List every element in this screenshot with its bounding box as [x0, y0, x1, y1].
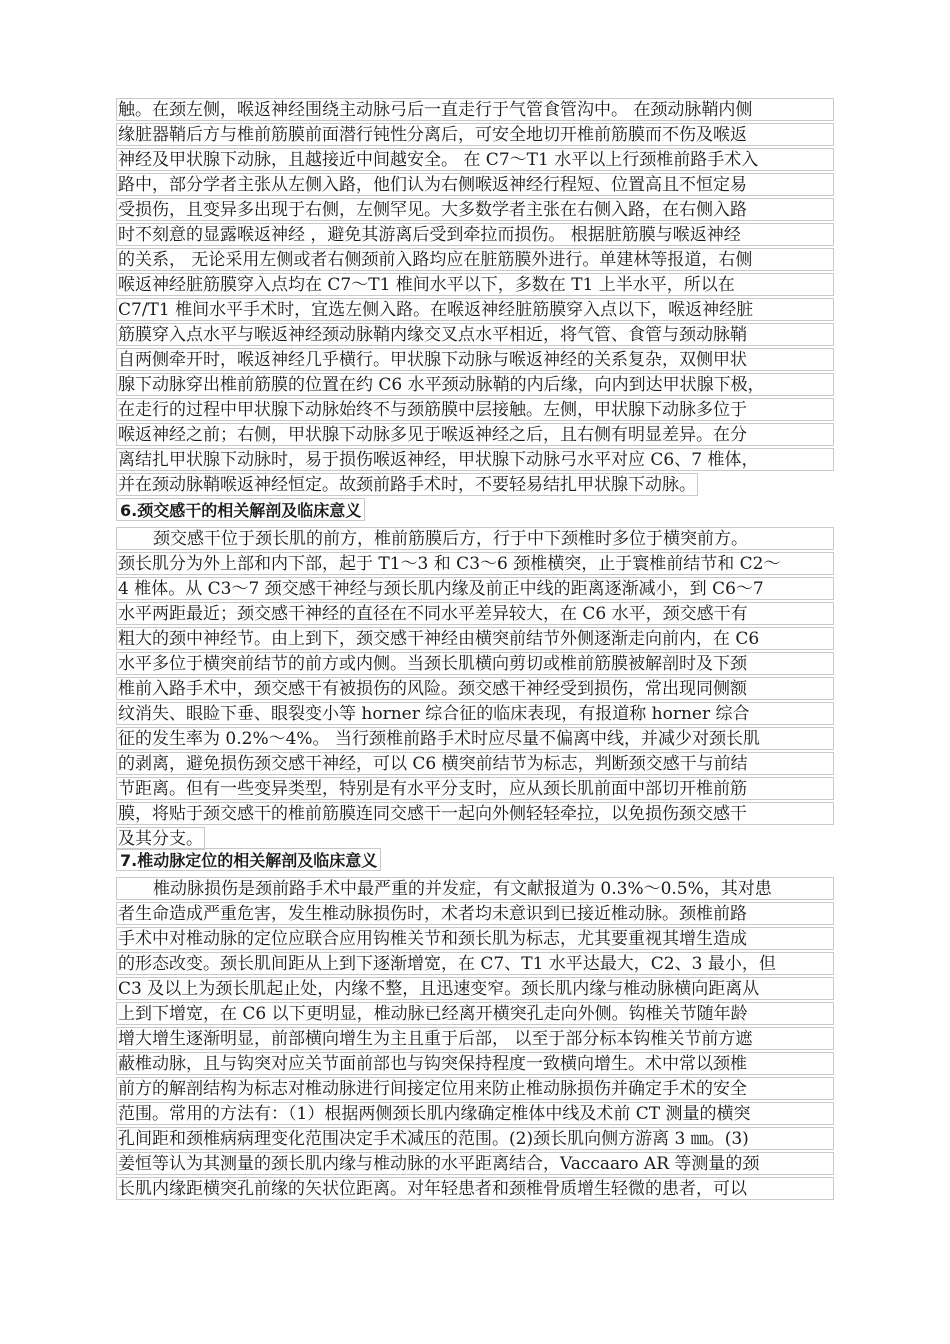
- text-line: 及其分支。: [118, 828, 203, 849]
- text-line: 前方的解剖结构为标志对椎动脉进行间接定位用来防止椎动脉损伤并确定手术的安全: [116, 1077, 834, 1100]
- text-line: 椎动脉损伤是颈前路手术中最严重的并发症，有文献报道为 0.3%～0.5%，其对患: [116, 877, 834, 900]
- text-line: 椎前入路手术中，颈交感干有被损伤的风险。颈交感干神经受到损伤，常出现同侧额: [116, 677, 834, 700]
- section-heading: 6.颈交感干的相关解剖及临床意义: [116, 498, 365, 521]
- text-line: 范围。常用的方法有：（1）根据两侧颈长肌内缘确定椎体中线及术前 CT 测量的横突: [116, 1102, 834, 1125]
- text-line: 离结扎甲状腺下动脉时，易于损伤喉返神经，甲状腺下动脉弓水平对应 C6、7 椎体，: [116, 448, 834, 471]
- text-line: 水平多位于横突前结节的前方或内侧。当颈长肌横向剪切或椎前筋膜被解剖时及下颈: [116, 652, 834, 675]
- text-line: 者生命造成严重危害，发生椎动脉损伤时，术者均未意识到已接近椎动脉。颈椎前路: [116, 902, 834, 925]
- text-line: 筋膜穿入点水平与喉返神经颈动脉鞘内缘交叉点水平相近，将气管、食管与颈动脉鞘: [116, 323, 834, 346]
- text-line: 缘脏器鞘后方与椎前筋膜前面潜行钝性分离后，可安全地切开椎前筋膜而不伤及喉返: [116, 123, 834, 146]
- text-line: 蔽椎动脉，且与钩突对应关节面前部也与钩突保持程度一致横向增生。术中常以颈椎: [116, 1052, 834, 1075]
- text-line: 的形态改变。颈长肌间距从上到下逐渐增宽，在 C7、T1 水平达最大，C2、3 最小，但: [116, 952, 834, 975]
- section-6: [116, 498, 834, 856]
- text-line: 触。在颈左侧，喉返神经围绕主动脉弓后一直走行于气管食管沟中。 在颈动脉鞘内侧: [116, 98, 834, 121]
- text-line: 自两侧牵开时，喉返神经几乎横行。甲状腺下动脉与喉返神经的关系复杂，双侧甲状: [116, 348, 834, 371]
- text-line: 水平两距最近；颈交感干神经的直径在不同水平差异较大，在 C6 水平，颈交感干有: [116, 602, 834, 625]
- text-line: 手术中对椎动脉的定位应联合应用钩椎关节和颈长肌为标志，尤其要重视其增生造成: [116, 927, 834, 950]
- text-line: 粗大的颈中神经节。由上到下，颈交感干神经由横突前结节外侧逐渐走向前内，在 C6: [116, 627, 834, 650]
- text-line: 增大增生逐渐明显，前部横向增生为主且重于后部， 以至于部分标本钩椎关节前方遮: [116, 1027, 834, 1050]
- text-line: 路中，部分学者主张从左侧入路，他们认为右侧喉返神经行程短、位置高且不恒定易: [116, 173, 834, 196]
- text-line: 喉返神经脏筋膜穿入点均在 C7～T1 椎间水平以下，多数在 T1 上半水平，所以在: [116, 273, 834, 296]
- text-line: 征的发生率为 0.2%～4%。 当行颈椎前路手术时应尽量不偏离中线，并减少对颈长肌: [116, 727, 834, 750]
- text-line: 并在颈动脉鞘喉返神经恒定。故颈前路手术时，不要轻易结扎甲状腺下动脉。: [118, 474, 696, 495]
- text-line: 节距离。但有一些变异类型，特别是有水平分支时，应从颈长肌前面中部切开椎前筋: [116, 777, 834, 800]
- section-7: [116, 848, 834, 1202]
- text-line: 孔间距和颈椎病病理变化范围决定手术减压的范围。(2)颈长肌向侧方游离 3 ㎜。(3): [116, 1127, 834, 1150]
- text-line: 的剥离，避免损伤颈交感干神经，可以 C6 横突前结节为标志，判断颈交感干与前结: [116, 752, 834, 775]
- text-line: C7/T1 椎间水平手术时，宜选左侧入路。在喉返神经脏筋膜穿入点以下，喉返神经脏: [116, 298, 834, 321]
- section-intro: [116, 98, 834, 502]
- section-heading: 7.椎动脉定位的相关解剖及临床意义: [116, 848, 381, 871]
- text-line: 神经及甲状腺下动脉，且越接近中间越安全。 在 C7～T1 水平以上行颈椎前路手术入: [116, 148, 834, 171]
- text-line: 姜恒等认为其测量的颈长肌内缘与椎动脉的水平距离结合，Vaccaaro AR 等测量的颈: [116, 1152, 834, 1175]
- text-line: 颈交感干位于颈长肌的前方，椎前筋膜后方，行于中下颈椎时多位于横突前方。: [116, 527, 834, 550]
- text-line: 时不刻意的显露喉返神经 ，避免其游离后受到牵拉而损伤。 根据脏筋膜与喉返神经: [116, 223, 834, 246]
- text-line: 在走行的过程中甲状腺下动脉始终不与颈筋膜中层接触。左侧，甲状腺下动脉多位于: [116, 398, 834, 421]
- text-line: C3 及以上为颈长肌起止处，内缘不整，且迅速变窄。颈长肌内缘与椎动脉横向距离从: [116, 977, 834, 1000]
- text-line: 膜，将贴于颈交感干的椎前筋膜连同交感干一起向外侧轻轻牵拉，以免损伤颈交感干: [116, 802, 834, 825]
- text-line: 长肌内缘距横突孔前缘的矢状位距离。对年轻患者和颈椎骨质增生轻微的患者，可以: [116, 1177, 834, 1200]
- text-line: 喉返神经之前；右侧，甲状腺下动脉多见于喉返神经之后，且右侧有明显差异。在分: [116, 423, 834, 446]
- text-line: 上到下增宽，在 C6 以下更明显，椎动脉已经离开横突孔走向外侧。钩椎关节随年龄: [116, 1002, 834, 1025]
- text-line: 纹消失、眼睑下垂、眼裂变小等 horner 综合征的临床表现，有报道称 horner 综合: [116, 702, 834, 725]
- text-line: 颈长肌分为外上部和内下部，起于 T1～3 和 C3～6 颈椎横突，止于寰椎前结节和 C2～: [116, 552, 834, 575]
- text-line: 4 椎体。从 C3～7 颈交感干神经与颈长肌内缘及前正中线的距离逐渐减小，到 C6～7: [116, 577, 834, 600]
- text-line: 腺下动脉穿出椎前筋膜的位置在约 C6 水平颈动脉鞘的内后缘，向内到达甲状腺下极，: [116, 373, 834, 396]
- text-line: 受损伤，且变异多出现于右侧，左侧罕见。大多数学者主张在右侧入路，在右侧入路: [116, 198, 834, 221]
- text-line: 的关系， 无论采用左侧或者右侧颈前入路均应在脏筋膜外进行。单建林等报道，右侧: [116, 248, 834, 271]
